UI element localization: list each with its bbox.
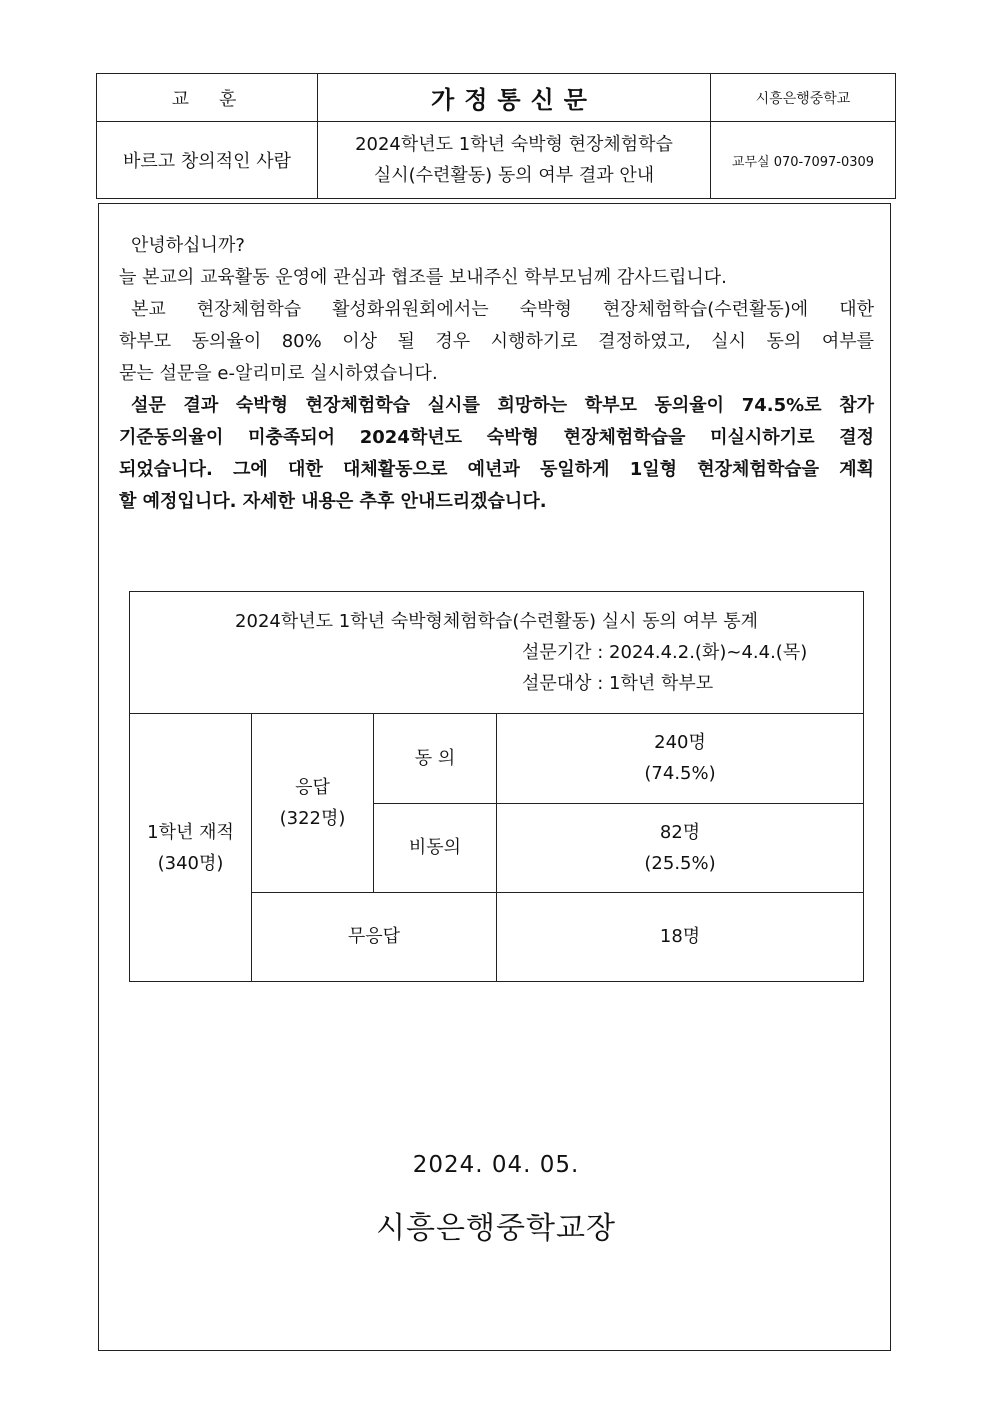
enrolled-cell	[130, 714, 252, 982]
para1-line: 묻는 설문을 e-알리미로 실시하였습니다.	[119, 363, 438, 384]
letter-body	[119, 230, 874, 518]
thanks-line: 늘 본교의 교육활동 운영에 관심과 협조를 보내주신 학부모님께 감사드립니다.	[119, 267, 727, 288]
stats-title: 2024학년도 1학년 숙박형체험학습(수련활동) 실시 동의 여부 통계	[235, 611, 758, 633]
survey-period: 설문기간 : 2024.4.2.(화)~4.4.(목)	[522, 642, 808, 664]
disagree-count: 82명	[659, 821, 701, 843]
office-phone: 교무실 070-7097-0309	[711, 122, 896, 199]
enrolled-label: 1학년 재적	[147, 821, 234, 843]
para2-line: 기준동의율이 미충족되어 2024학년도 숙박형 현장체험학습을 미실시하기로 결정	[119, 427, 874, 448]
agree-label: 동 의	[374, 714, 497, 803]
school-motto: 바르고 창의적인 사람	[97, 122, 318, 199]
no-response-count: 18명	[497, 892, 864, 981]
agree-cell	[497, 714, 864, 803]
disagree-percent: (25.5%)	[644, 852, 716, 874]
document-subject	[318, 122, 711, 199]
response-cell	[252, 714, 374, 892]
para2-line: 할 예정입니다. 자세한 내용은 추후 안내드리겠습니다.	[119, 491, 547, 512]
agree-percent: (74.5%)	[644, 763, 716, 785]
survey-target: 설문대상 : 1학년 학부모	[522, 673, 714, 695]
response-count: (322명)	[279, 808, 346, 830]
disagree-cell	[497, 803, 864, 892]
agree-count: 240명	[654, 732, 706, 754]
motto-label: 교훈	[97, 74, 318, 122]
school-name: 시흥은행중학교	[711, 74, 896, 122]
para1-line: 본교 현장체험학습 활성화위원회에서는 숙박형 현장체험학습(수련활동)에 대한	[131, 299, 874, 320]
subject-line-2: 실시(수련활동) 동의 여부 결과 안내	[373, 165, 655, 186]
stats-table	[129, 591, 864, 982]
issue-date: 2024. 04. 05.	[412, 1152, 580, 1178]
document-title: 가정통신문	[318, 74, 711, 122]
disagree-label: 비동의	[374, 803, 497, 892]
para1-line: 학부모 동의율이 80% 이상 될 경우 시행하기로 결정하였고, 실시 동의 여부를	[119, 331, 874, 352]
para2-line: 되었습니다. 그에 대한 대체활동으로 예년과 동일하게 1일형 현장체험학습을 계획	[119, 459, 874, 480]
enrolled-count: (340명)	[157, 852, 224, 874]
principal-signature: 시흥은행중학교장	[376, 1211, 616, 1246]
header-table	[96, 73, 896, 199]
subject-line-1: 2024학년도 1학년 숙박형 현장체험학습	[355, 134, 673, 155]
no-response-label: 무응답	[252, 892, 497, 981]
stats-caption	[130, 592, 864, 714]
greeting: 안녕하십니까?	[131, 235, 245, 256]
response-label: 응답	[295, 777, 330, 799]
para2-line: 설문 결과 숙박형 현장체험학습 실시를 희망하는 학부모 동의율이 74.5%로 참가	[131, 395, 874, 416]
